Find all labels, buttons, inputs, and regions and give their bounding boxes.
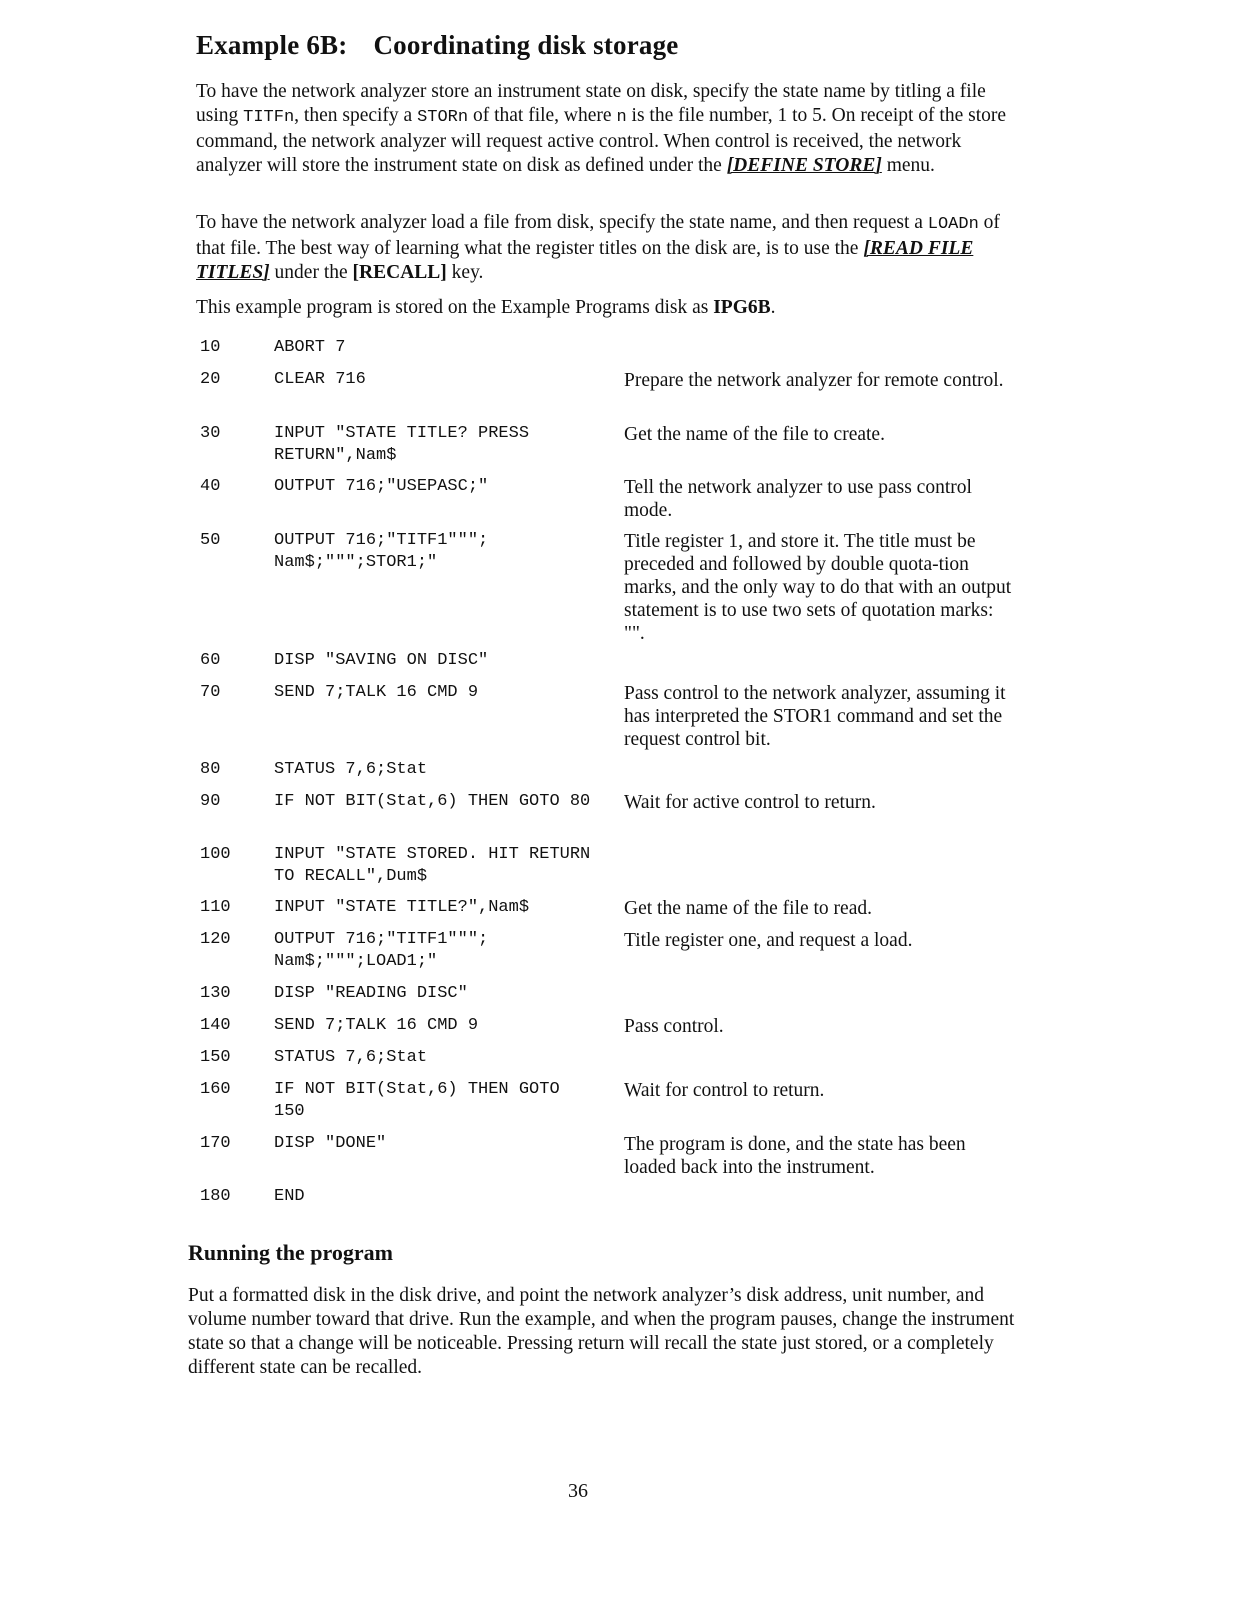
line-number: 110 [200, 898, 231, 917]
code-statement: SEND 7;TALK 16 CMD 9 [274, 683, 479, 702]
code-statement: DISP "READING DISC" [274, 984, 468, 1003]
line-number: 80 [200, 760, 221, 779]
text: To have the network analyzer load a file from disk, specify the state name, and then request a [196, 212, 928, 233]
intro-paragraph-load [196, 211, 1016, 285]
intro-paragraph-store [196, 80, 1016, 178]
text: is the file number, 1 to 5. On receipt of the store command, the network analyzer will request active control. When control is received, the network analyzer will store the instrument state on disk as defined under the [196, 105, 1007, 176]
text: key. [446, 262, 484, 283]
line-number: 140 [200, 1016, 231, 1035]
line-comment: Wait for active control to return. [624, 792, 876, 813]
line-number: 30 [200, 424, 221, 443]
code-statement: ABORT 7 [274, 338, 346, 357]
line-number: 160 [200, 1080, 231, 1099]
line-comment: Pass control to the network analyzer, assuming it has interpreted the STOR1 command and set the request control bit. [624, 683, 1006, 750]
line-number: 180 [200, 1187, 231, 1206]
code-statement: OUTPUT 716;"USEPASC;" [274, 477, 489, 496]
text: of that file, where [468, 105, 617, 126]
code-statement: INPUT "STATE TITLE?",Nam$ [274, 898, 530, 917]
line-comment: The program is done, and the state has been loaded back into the instrument. [624, 1134, 966, 1178]
line-number: 100 [200, 845, 231, 864]
line-number: 130 [200, 984, 231, 1003]
text: menu. [881, 155, 935, 176]
hardkey-ref: [RECALL] [352, 262, 447, 283]
code-statement: END [274, 1187, 305, 1206]
code-term: LOADn [927, 215, 979, 234]
line-number: 60 [200, 651, 221, 670]
page-title [196, 30, 679, 61]
text: under the [269, 262, 353, 283]
code-statement: OUTPUT 716;"TITF1"""; Nam$;""";STOR1;" [274, 531, 499, 572]
text: This example program is stored on the Example Programs disk as [196, 297, 714, 318]
code-statement: STATUS 7,6;Stat [274, 1048, 428, 1067]
line-comment: Prepare the network analyzer for remote control. [624, 370, 1004, 391]
line-number: 150 [200, 1048, 231, 1067]
line-comment: Title register one, and request a load. [624, 930, 913, 951]
line-comment: Tell the network analyzer to use pass control mode. [624, 477, 972, 521]
line-number: 40 [200, 477, 221, 496]
line-number: 10 [200, 338, 221, 357]
line-comment: Wait for control to return. [624, 1080, 825, 1101]
code-statement: SEND 7;TALK 16 CMD 9 [274, 1016, 479, 1035]
example-title: Coordinating disk storage [373, 30, 679, 60]
softkey-ref: [READ FILE TITLES] [196, 238, 974, 283]
code-term: n [616, 108, 627, 127]
code-term: STORn [417, 108, 469, 127]
program-filename: IPG6B [713, 297, 771, 318]
line-number: 50 [200, 531, 221, 550]
code-statement: DISP "SAVING ON DISC" [274, 651, 489, 670]
text: of that file. The best way of learning what the register titles on the disk are, is to use the [196, 212, 1000, 259]
line-number: 20 [200, 370, 221, 389]
section-heading: Running the program [188, 1240, 393, 1265]
line-comment: Get the name of the file to read. [624, 898, 872, 919]
code-statement: CLEAR 716 [274, 370, 366, 389]
text: To have the network analyzer store an instrument state on disk, specify the state name by titling a file using [196, 81, 986, 126]
line-number: 170 [200, 1134, 231, 1153]
code-statement: IF NOT BIT(Stat,6) THEN GOTO 80 [274, 792, 591, 811]
line-number: 70 [200, 683, 221, 702]
code-statement: INPUT "STATE TITLE? PRESS RETURN",Nam$ [274, 424, 540, 465]
intro-paragraph-file [196, 296, 1016, 320]
text: . [770, 297, 776, 318]
page-number: 36 [568, 1480, 588, 1502]
line-comment: Title register 1, and store it. The title must be preceded and followed by double quota-tion marks, and the only way to do that with an output statement is to use two sets of quotation marks: "". [624, 531, 1012, 644]
code-statement: IF NOT BIT(Stat,6) THEN GOTO 150 [274, 1080, 570, 1121]
text: , then specify a [294, 105, 418, 126]
code-term: TITFn [243, 108, 295, 127]
line-number: 120 [200, 930, 231, 949]
code-statement: STATUS 7,6;Stat [274, 760, 428, 779]
running-paragraph: Put a formatted disk in the disk drive, and point the network analyzer’s disk address, unit number, and volume number toward that drive. Run the example, and when the program pauses, change the instrument state so that a change will be noticeable. Pressing return will recall the state just stored, or a completely different state can be recalled. [188, 1285, 1015, 1378]
line-comment: Get the name of the file to create. [624, 424, 885, 445]
line-number: 90 [200, 792, 221, 811]
code-statement: INPUT "STATE STORED. HIT RETURN TO RECALL",Dum$ [274, 845, 601, 886]
code-statement: DISP "DONE" [274, 1134, 387, 1153]
line-comment: Pass control. [624, 1016, 724, 1037]
softkey-ref: [DEFINE STORE] [726, 155, 882, 176]
example-label: Example 6B: [196, 30, 348, 60]
code-statement: OUTPUT 716;"TITF1"""; Nam$;""";LOAD1;" [274, 930, 499, 971]
